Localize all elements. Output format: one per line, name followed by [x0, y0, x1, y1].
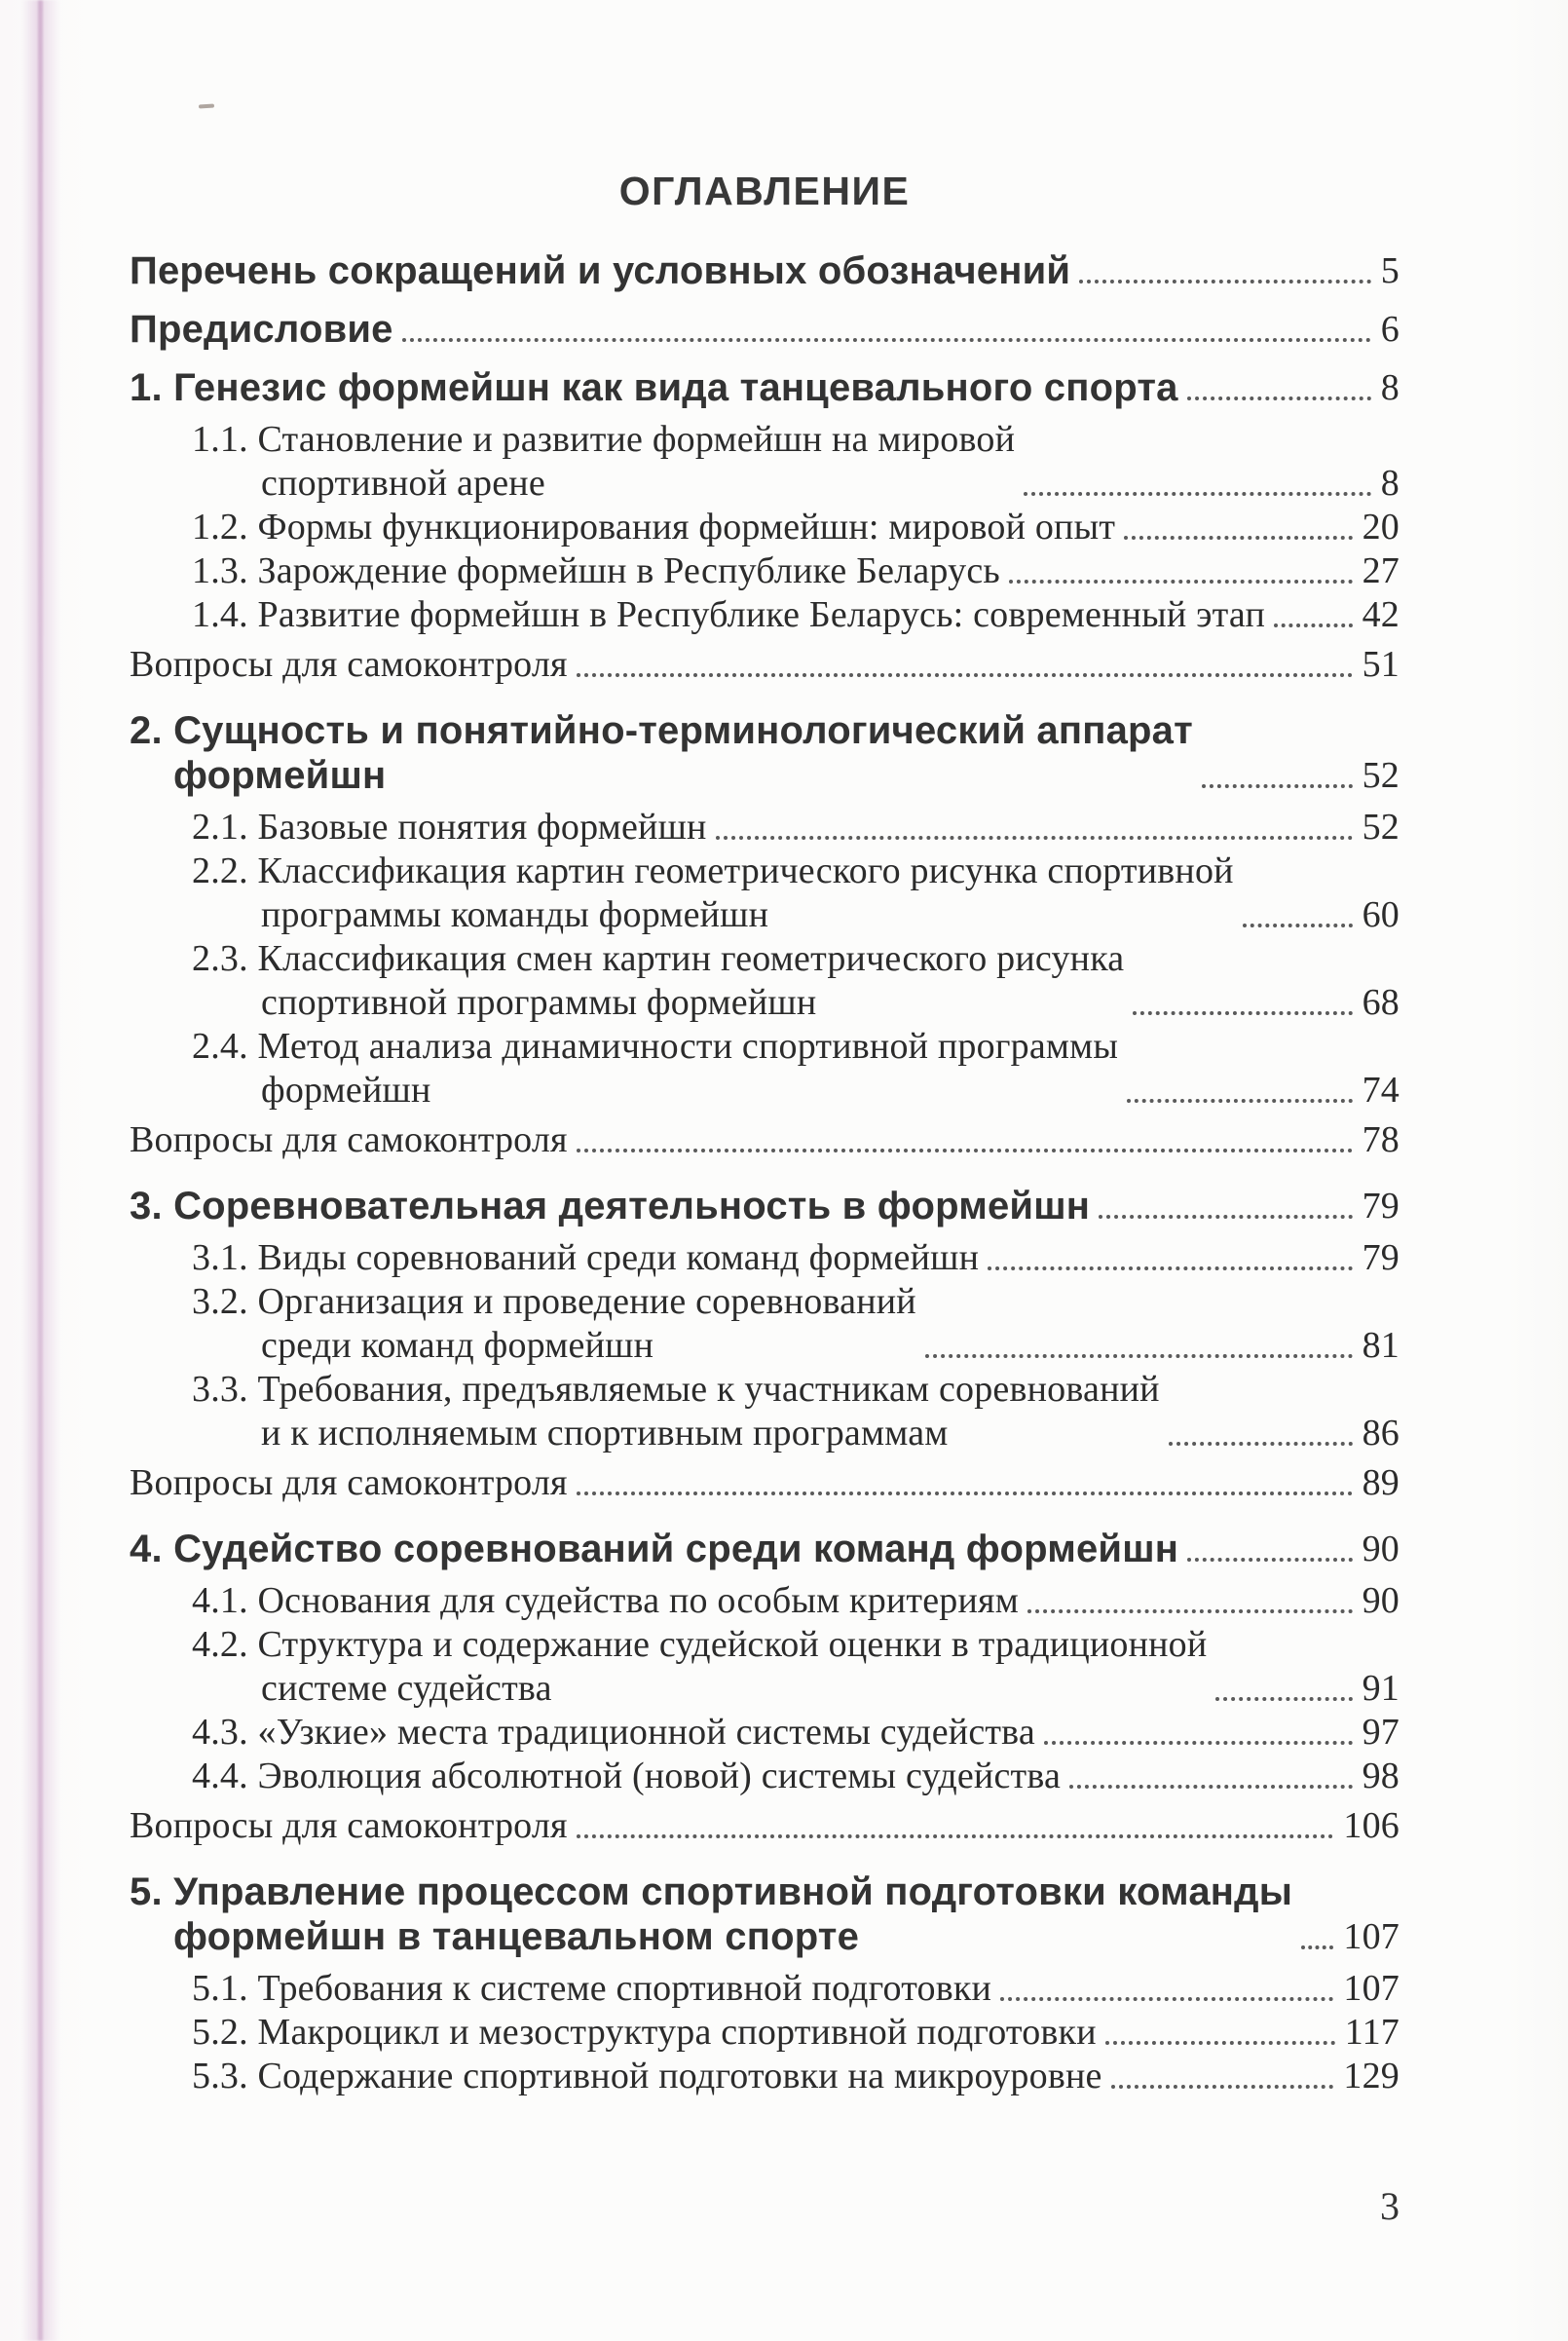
dot-leader [988, 1266, 1352, 1270]
toc-page-number: 42 [1362, 594, 1400, 635]
toc-page-number: 86 [1362, 1413, 1400, 1454]
dot-leader [1009, 580, 1353, 584]
toc-entry-title [130, 365, 1178, 410]
dot-leader [1105, 2041, 1335, 2045]
dot-leader [1301, 1945, 1333, 1949]
toc-page-number: 89 [1362, 1462, 1400, 1503]
dot-leader [1133, 1011, 1352, 1015]
scan-dash-artifact [199, 103, 214, 108]
toc-entry [130, 937, 1400, 1025]
toc-entry [130, 806, 1400, 850]
toc-entry-title [130, 248, 1070, 293]
toc-entry [130, 1368, 1400, 1455]
toc-entry-line: 2. Сущность и понятийно-терминологический аппарат [130, 709, 1193, 752]
toc-entry-line: 2.1. Базовые понятия формейшн [192, 807, 707, 848]
toc-page-number: 78 [1362, 1119, 1400, 1160]
toc-page-number: 8 [1380, 463, 1400, 504]
dot-leader [1000, 1997, 1333, 2001]
toc-entry [130, 1236, 1400, 1280]
toc-entry-line: и к исполняемым спортивным программам [261, 1413, 949, 1454]
toc-entry-title [192, 806, 707, 850]
toc-entry [130, 1755, 1400, 1798]
toc-entry-title [130, 307, 393, 352]
toc-entry-line: 5.2. Макроцикл и мезоструктура спортивной подготовки [192, 2012, 1097, 2053]
toc-entry-title [130, 1527, 1178, 1571]
toc-entry-line: 1.4. Развитие формейшн в Республике Беларусь: современный этап [192, 594, 1266, 635]
dot-leader [577, 673, 1353, 677]
toc-entry [130, 549, 1400, 593]
toc-page-number: 106 [1343, 1805, 1400, 1846]
toc-entry-line: формейшн в танцевальном спорте [173, 1915, 860, 1958]
dot-leader [402, 338, 1371, 342]
dot-leader [1079, 280, 1371, 283]
toc-entry-line: 1.2. Формы функционирования формейшн: мировой опыт [192, 507, 1116, 547]
toc-page-number: 90 [1362, 1529, 1400, 1569]
toc-entry-line: 3.1. Виды соревнований среди команд формейшн [192, 1237, 980, 1278]
toc-entry [130, 850, 1400, 937]
toc-entry-line: 2.4. Метод анализа динамичности спортивной программы [192, 1026, 1119, 1067]
toc-entry-title [192, 937, 1124, 1025]
toc-entry [130, 1280, 1400, 1368]
toc-entry [130, 2011, 1400, 2055]
toc-entry [130, 1461, 1400, 1505]
toc-entry-title [130, 1461, 568, 1505]
toc-entry-line: формейшн [173, 754, 387, 797]
toc-entry-title [192, 2011, 1097, 2055]
toc-entry-title [130, 1118, 568, 1162]
toc-entry-line: 4.3. «Узкие» места традиционной системы судейства [192, 1712, 1035, 1753]
toc-entry [130, 1623, 1400, 1711]
scan-streak-artifact [21, 0, 60, 2341]
toc-page-number: 129 [1343, 2056, 1400, 2096]
toc-entry-title [192, 2055, 1102, 2098]
toc-page-number: 79 [1362, 1186, 1400, 1227]
dot-leader [1069, 1785, 1353, 1789]
toc-page-number: 52 [1362, 755, 1400, 796]
toc-entry-line: Вопросы для самоконтроля [130, 1462, 568, 1503]
toc-page-number: 27 [1362, 550, 1400, 591]
table-of-contents [130, 248, 1400, 2098]
toc-entry-line: 2.2. Классификация картин геометрического рисунка спортивной [192, 850, 1234, 891]
toc-entry-line: 1.3. Зарождение формейшн в Республике Беларусь [192, 550, 1000, 591]
dot-leader [925, 1354, 1353, 1358]
toc-entry [130, 1711, 1400, 1755]
toc-entry-line: Вопросы для самоконтроля [130, 1805, 568, 1846]
toc-page-number: 107 [1343, 1968, 1400, 2009]
dot-leader [1169, 1442, 1353, 1446]
dot-leader [1215, 1697, 1352, 1701]
toc-entry [130, 1579, 1400, 1623]
toc-entry-line: Вопросы для самоконтроля [130, 644, 568, 685]
toc-entry [130, 1118, 1400, 1162]
toc-entry-line: спортивной арене [261, 463, 545, 504]
toc-entry-line: 5.1. Требования к системе спортивной подготовки [192, 1968, 992, 2009]
toc-entry-title [192, 1967, 991, 2011]
dot-leader [1187, 396, 1371, 400]
dot-leader [1202, 784, 1353, 788]
toc-entry-title [192, 549, 1000, 593]
dot-leader [716, 836, 1353, 840]
dot-leader [1044, 1741, 1353, 1745]
toc-entry-line: 4. Судейство соревнований среди команд формейшн [130, 1528, 1179, 1570]
toc-entry [130, 307, 1400, 352]
toc-entry-title [192, 1025, 1118, 1113]
toc-entry [130, 593, 1400, 637]
toc-entry-line: 1. Генезис формейшн как вида танцевального спорта [130, 366, 1178, 409]
toc-page-number: 91 [1362, 1668, 1400, 1709]
toc-entry-title [192, 1623, 1207, 1711]
toc-entry-line: 1.1. Становление и развитие формейшн на мировой [192, 419, 1016, 460]
toc-page-number: 117 [1344, 2012, 1400, 2053]
dot-leader [577, 1834, 1334, 1838]
toc-entry-line: среди команд формейшн [261, 1325, 654, 1366]
toc-entry-title [192, 850, 1234, 937]
toc-entry-title [130, 1869, 1292, 1959]
toc-entry [130, 1804, 1400, 1848]
toc-entry-line: 3.2. Организация и проведение соревнований [192, 1281, 916, 1322]
dot-leader [577, 1491, 1353, 1495]
toc-page-number: 52 [1362, 807, 1400, 848]
toc-page-number: 97 [1362, 1712, 1400, 1753]
toc-entry-title [192, 1755, 1061, 1798]
toc-page-number: 51 [1362, 644, 1400, 685]
toc-entry-line: 3. Соревновательная деятельность в формейшн [130, 1185, 1091, 1227]
toc-entry [130, 1025, 1400, 1113]
toc-entry-line: 5.3. Содержание спортивной подготовки на микроуровне [192, 2056, 1102, 2096]
toc-entry-line: 5. Управление процессом спортивной подготовки команды [130, 1870, 1293, 1913]
toc-entry-line: программы команды формейшн [261, 894, 769, 935]
toc-entry-line: 4.1. Основания для судейства по особым критериям [192, 1580, 1019, 1621]
toc-entry [130, 708, 1400, 798]
toc-entry-line: формейшн [261, 1070, 431, 1111]
toc-entry-line: 4.2. Структура и содержание судейской оценки в традиционной [192, 1624, 1208, 1665]
toc-entry-title [192, 506, 1115, 549]
toc-page-number: 8 [1380, 367, 1400, 408]
toc-entry [130, 1527, 1400, 1571]
toc-content [130, 168, 1400, 2098]
toc-entry-title [130, 643, 568, 687]
toc-entry [130, 1869, 1400, 1959]
dot-leader [1099, 1215, 1352, 1219]
toc-entry [130, 365, 1400, 410]
toc-entry-line: 3.3. Требования, предъявляемые к участникам соревнований [192, 1369, 1160, 1410]
toc-entry-line: Вопросы для самоконтроля [130, 1119, 568, 1160]
dot-leader [1024, 492, 1371, 496]
toc-entry-title [192, 418, 1015, 506]
toc-entry-title [130, 1804, 568, 1848]
dot-leader [1111, 2085, 1334, 2089]
toc-entry [130, 1967, 1400, 2011]
toc-entry-title [130, 1184, 1090, 1228]
toc-entry-line: системе судейства [261, 1668, 552, 1709]
toc-entry-line: 2.3. Классификация смен картин геометрического рисунка [192, 938, 1125, 979]
toc-entry [130, 248, 1400, 293]
toc-page-number: 60 [1362, 894, 1400, 935]
toc-page-number: 20 [1362, 507, 1400, 547]
dot-leader [1027, 1609, 1353, 1613]
dot-leader [1274, 623, 1353, 627]
toc-page-number: 68 [1362, 982, 1400, 1023]
toc-page-number: 98 [1362, 1756, 1400, 1796]
toc-page-number: 5 [1380, 250, 1400, 291]
page-title: ОГЛАВЛЕНИЕ [618, 169, 911, 213]
toc-entry [130, 506, 1400, 549]
dot-leader [1187, 1558, 1352, 1562]
dot-leader [1243, 924, 1353, 927]
folio-page-number: 3 [1380, 2184, 1400, 2228]
toc-entry-title [192, 1368, 1160, 1455]
toc-entry-line: Предисловие [130, 308, 393, 351]
toc-entry-line: спортивной программы формейшн [261, 982, 817, 1023]
toc-page-number: 107 [1343, 1916, 1400, 1957]
toc-entry [130, 643, 1400, 687]
toc-entry-line: Перечень сокращений и условных обозначений [130, 249, 1071, 292]
toc-page-number: 81 [1362, 1325, 1400, 1366]
toc-page-number: 79 [1362, 1237, 1400, 1278]
dot-leader [1127, 1099, 1352, 1103]
toc-page-number: 6 [1380, 309, 1400, 350]
toc-entry-line: 4.4. Эволюция абсолютной (новой) системы судейства [192, 1756, 1062, 1796]
toc-entry-title [192, 1579, 1019, 1623]
dot-leader [577, 1149, 1353, 1152]
toc-page-number: 74 [1362, 1070, 1400, 1111]
toc-entry [130, 1184, 1400, 1228]
toc-entry-title [192, 1236, 979, 1280]
toc-entry [130, 2055, 1400, 2098]
toc-entry-title [192, 1280, 916, 1368]
dot-leader [1124, 536, 1352, 540]
toc-entry-title [192, 1711, 1035, 1755]
toc-entry-title [192, 593, 1265, 637]
toc-page-number: 90 [1362, 1580, 1400, 1621]
toc-entry-title [130, 708, 1193, 798]
toc-entry [130, 418, 1400, 506]
